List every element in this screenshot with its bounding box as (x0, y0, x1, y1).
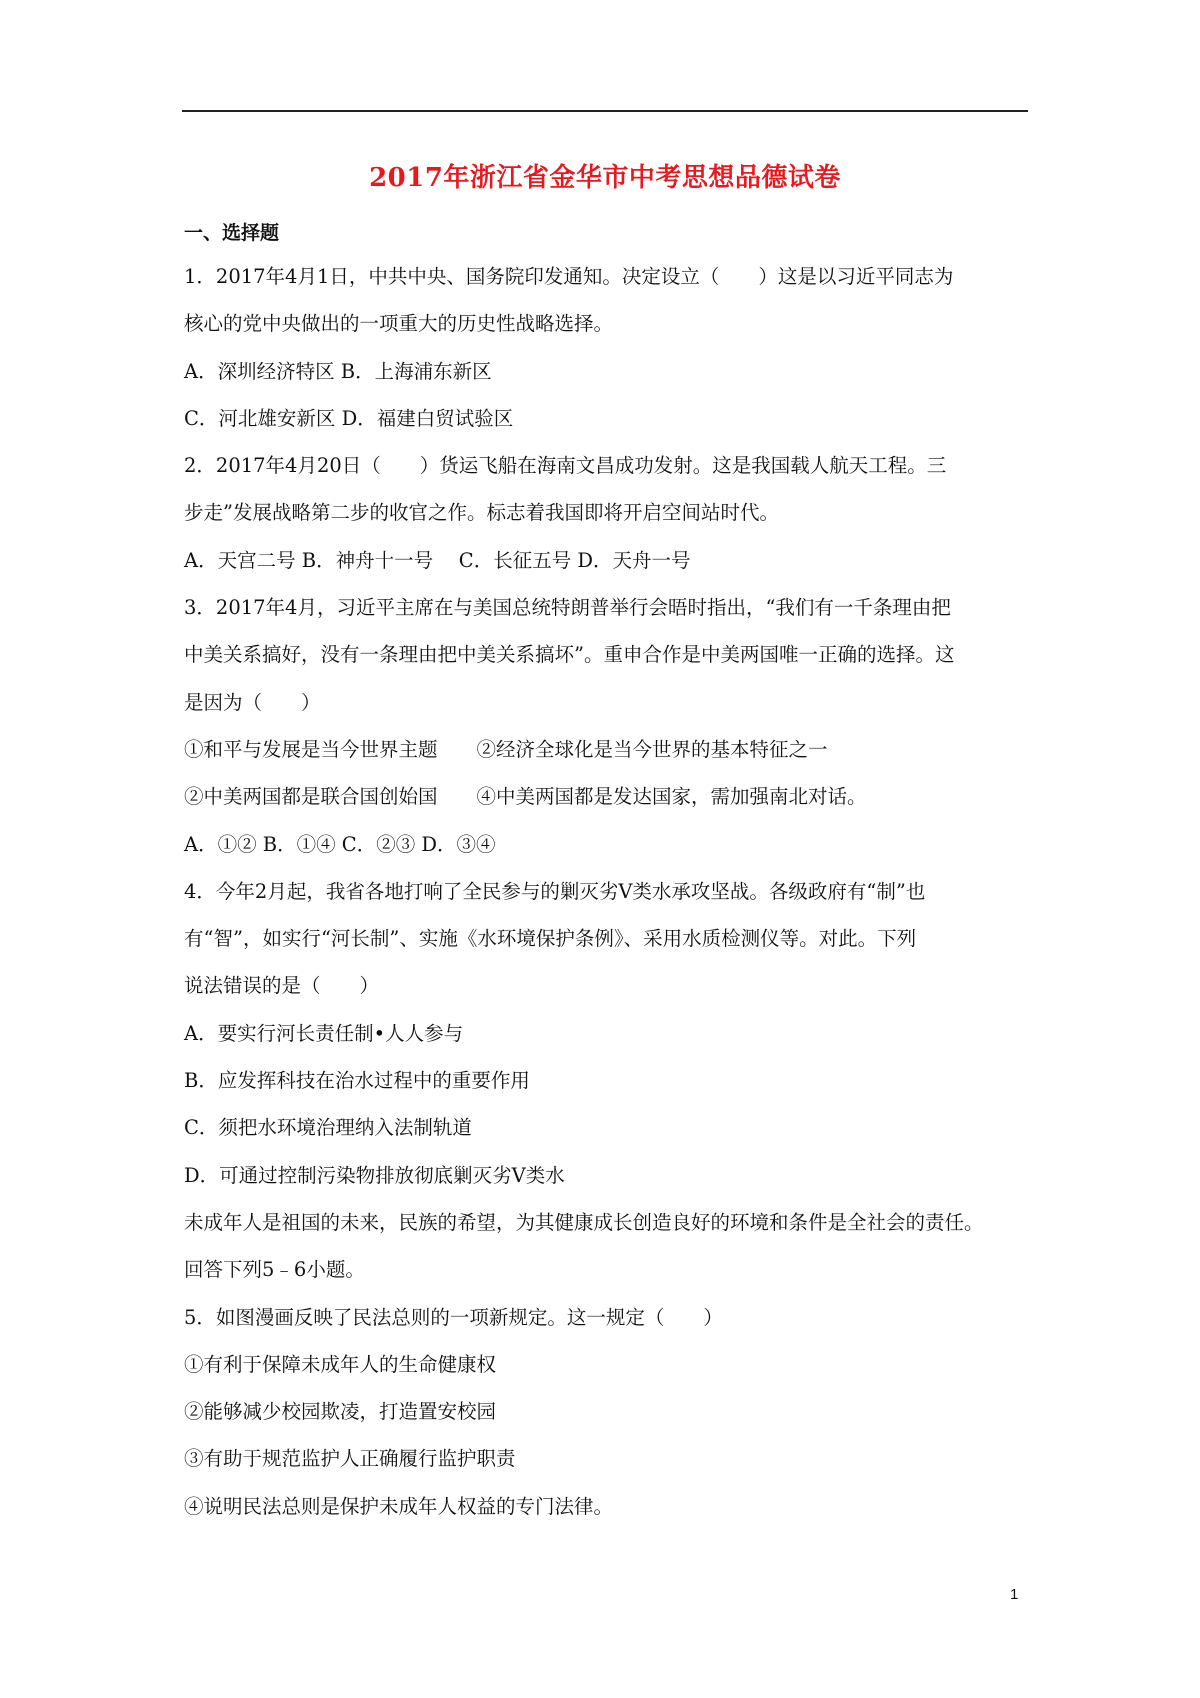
answer-option-line: A．①② B．①④ C．②③ D．③④ (184, 832, 496, 856)
statement-line: ④说明民法总则是保护未成年人权益的专门法律。 (184, 1494, 614, 1518)
question-body (184, 262, 1030, 1539)
text-line: 步走”发展战略第二步的收官之作。标志着我国即将开启空间站时代。 (184, 501, 779, 525)
answer-option-line: A．天宫二号 B．神舟十一号 C．长征五号 D．天舟一号 (184, 548, 691, 572)
text-line: 未成年人是祖国的未来，民族的希望，为其健康成长创造良好的环境和条件是全社会的责任。 (184, 1210, 984, 1234)
text-line: 3．2017年4月，习近平主席在与美国总统特朗普举行会晤时指出，“我们有一千条理由把 (184, 596, 951, 620)
header-rule (182, 110, 1028, 112)
text-line: 核心的党中央做出的一项重大的历史性战略选择。 (184, 312, 614, 336)
statement-line: ②中美两国都是联合国创始国 ④中美两国都是发达国家，需加强南北对话。 (184, 785, 867, 809)
statement-line: ③有助于规范监护人正确履行监护职责 (184, 1447, 516, 1471)
section-heading: 一、选择题 (184, 222, 280, 244)
text-line: 有“智”，如实行“河长制”、实施《水环境保护条例》、采用水质检测仪等。对此。下列 (184, 927, 917, 951)
answer-option-line: C．须把水环境治理纳入法制轨道 (184, 1116, 472, 1140)
text-line: 2．2017年4月20日（ ）货运飞船在海南文昌成功发射。这是我国载人航天工程。三 (184, 454, 947, 478)
answer-option-line: A．要实行河长责任制•人人参与 (184, 1021, 464, 1045)
text-line: 回答下列5﹣6小题。 (184, 1258, 365, 1282)
page-number: 1 (1010, 1586, 1019, 1603)
statement-line: ①和平与发展是当今世界主题 ②经济全球化是当今世界的基本特征之一 (184, 737, 828, 761)
document-title: 2017年浙江省金华市中考思想品德试卷 (369, 163, 841, 193)
answer-option-line: B．应发挥科技在治水过程中的重要作用 (184, 1069, 530, 1093)
statement-line: ②能够减少校园欺凌，打造置安校园 (184, 1400, 497, 1424)
text-line: 说法错误的是（ ） (184, 974, 380, 998)
text-line: 4．今年2月起，我省各地打响了全民参与的剿灭劣Ⅴ类水承攻坚战。各级政府有“制”也 (184, 879, 926, 903)
answer-option-line: C．河北雄安新区 D．福建白贸试验区 (184, 406, 514, 430)
answer-option-line: A．深圳经济特区 B．上海浦东新区 (184, 359, 492, 383)
text-line: 中美关系搞好，没有一条理由把中美关系搞坏”。重申合作是中美两国唯一正确的选择。这 (184, 643, 955, 667)
text-line: 1．2017年4月1日，中共中央、国务院印发通知。决定设立（ ）这是以习近平同志为 (184, 265, 954, 288)
statement-line: ①有利于保障未成年人的生命健康权 (184, 1352, 497, 1376)
text-line: 5．如图漫画反映了民法总则的一项新规定。这一规定（ ） (184, 1305, 723, 1329)
answer-option-line: D．可通过控制污染物排放彻底剿灭劣Ⅴ类水 (184, 1163, 565, 1187)
text-line: 是因为（ ） (184, 690, 321, 714)
